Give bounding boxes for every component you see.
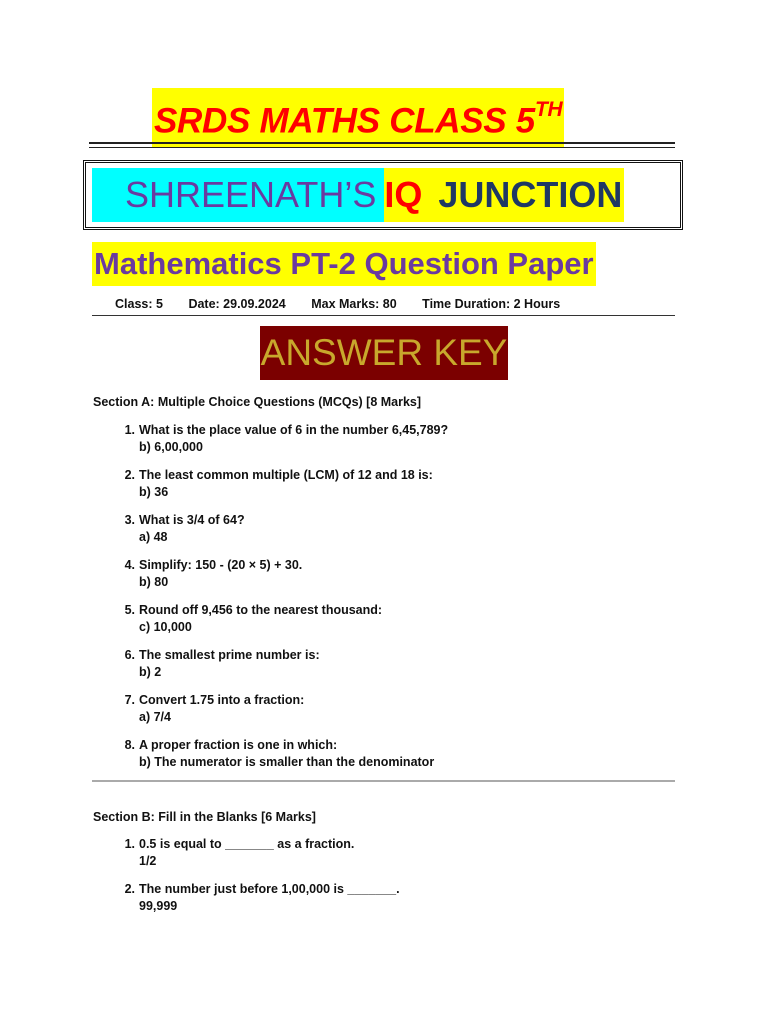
question-text: What is the place value of 6 in the number 6,45,789?: [139, 423, 449, 437]
question-text: 0.5 is equal to _______ as a fraction.: [139, 837, 355, 851]
meta-duration: Time Duration: 2 Hours: [422, 297, 561, 311]
question-number: 3.: [124, 513, 135, 527]
question-answer: b) 80: [139, 575, 169, 589]
brand-name: SHREENATH’S: [92, 168, 384, 222]
question-text: A proper fraction is one in which:: [139, 738, 338, 752]
question-text: Simplify: 150 - (20 × 5) + 30.: [139, 558, 303, 572]
question-answer: 1/2: [139, 854, 157, 868]
question-number: 8.: [124, 738, 135, 752]
question-text: Round off 9,456 to the nearest thousand:: [139, 603, 383, 617]
question-answer: 99,999: [139, 899, 178, 913]
title-text: [152, 88, 564, 148]
question-text: The least common multiple (LCM) of 12 and 18 is:: [139, 468, 433, 482]
question-number: 7.: [124, 693, 135, 707]
question-number: 1.: [124, 423, 135, 437]
meta-max-marks: Max Marks: 80: [311, 297, 397, 311]
document-title: [152, 88, 564, 142]
answer-key-banner: ANSWER KEY: [260, 326, 508, 380]
meta-divider: [92, 315, 675, 316]
question-number: 2.: [124, 468, 135, 482]
question-answer: c) 10,000: [139, 620, 192, 634]
question-answer: b) 6,00,000: [139, 440, 203, 454]
question-text: What is 3/4 of 64?: [139, 513, 245, 527]
question-answer: b) 2: [139, 665, 162, 679]
question-number: 4.: [124, 558, 135, 572]
question-answer: b) 36: [139, 485, 169, 499]
question-number: 2.: [124, 882, 135, 896]
question-text: The smallest prime number is:: [139, 648, 320, 662]
question-number: 1.: [124, 837, 135, 851]
question-answer: a) 7/4: [139, 710, 171, 724]
brand-banner: [92, 168, 624, 222]
section-a-heading: Section A: Multiple Choice Questions (MCQs) [8 Marks]: [93, 395, 422, 409]
brand-iq: IQ: [384, 168, 422, 222]
meta-class: Class: 5: [115, 297, 163, 311]
title-main: SRDS MATHS CLASS 5: [154, 101, 535, 141]
title-double-rule: [89, 142, 675, 148]
question-number: 6.: [124, 648, 135, 662]
section-b-heading: Section B: Fill in the Blanks [6 Marks]: [93, 810, 316, 824]
question-answer: a) 48: [139, 530, 168, 544]
paper-meta: [115, 297, 582, 311]
question-number: 5.: [124, 603, 135, 617]
section-divider: [92, 780, 675, 782]
paper-subtitle: Mathematics PT-2 Question Paper: [92, 242, 596, 286]
title-superscript: TH: [534, 98, 563, 121]
brand-junction: JUNCTION: [422, 168, 624, 222]
question-text: Convert 1.75 into a fraction:: [139, 693, 305, 707]
question-answer: b) The numerator is smaller than the denominator: [139, 755, 435, 769]
question-text: The number just before 1,00,000 is _______.: [139, 882, 400, 896]
meta-date: Date: 29.09.2024: [188, 297, 286, 311]
